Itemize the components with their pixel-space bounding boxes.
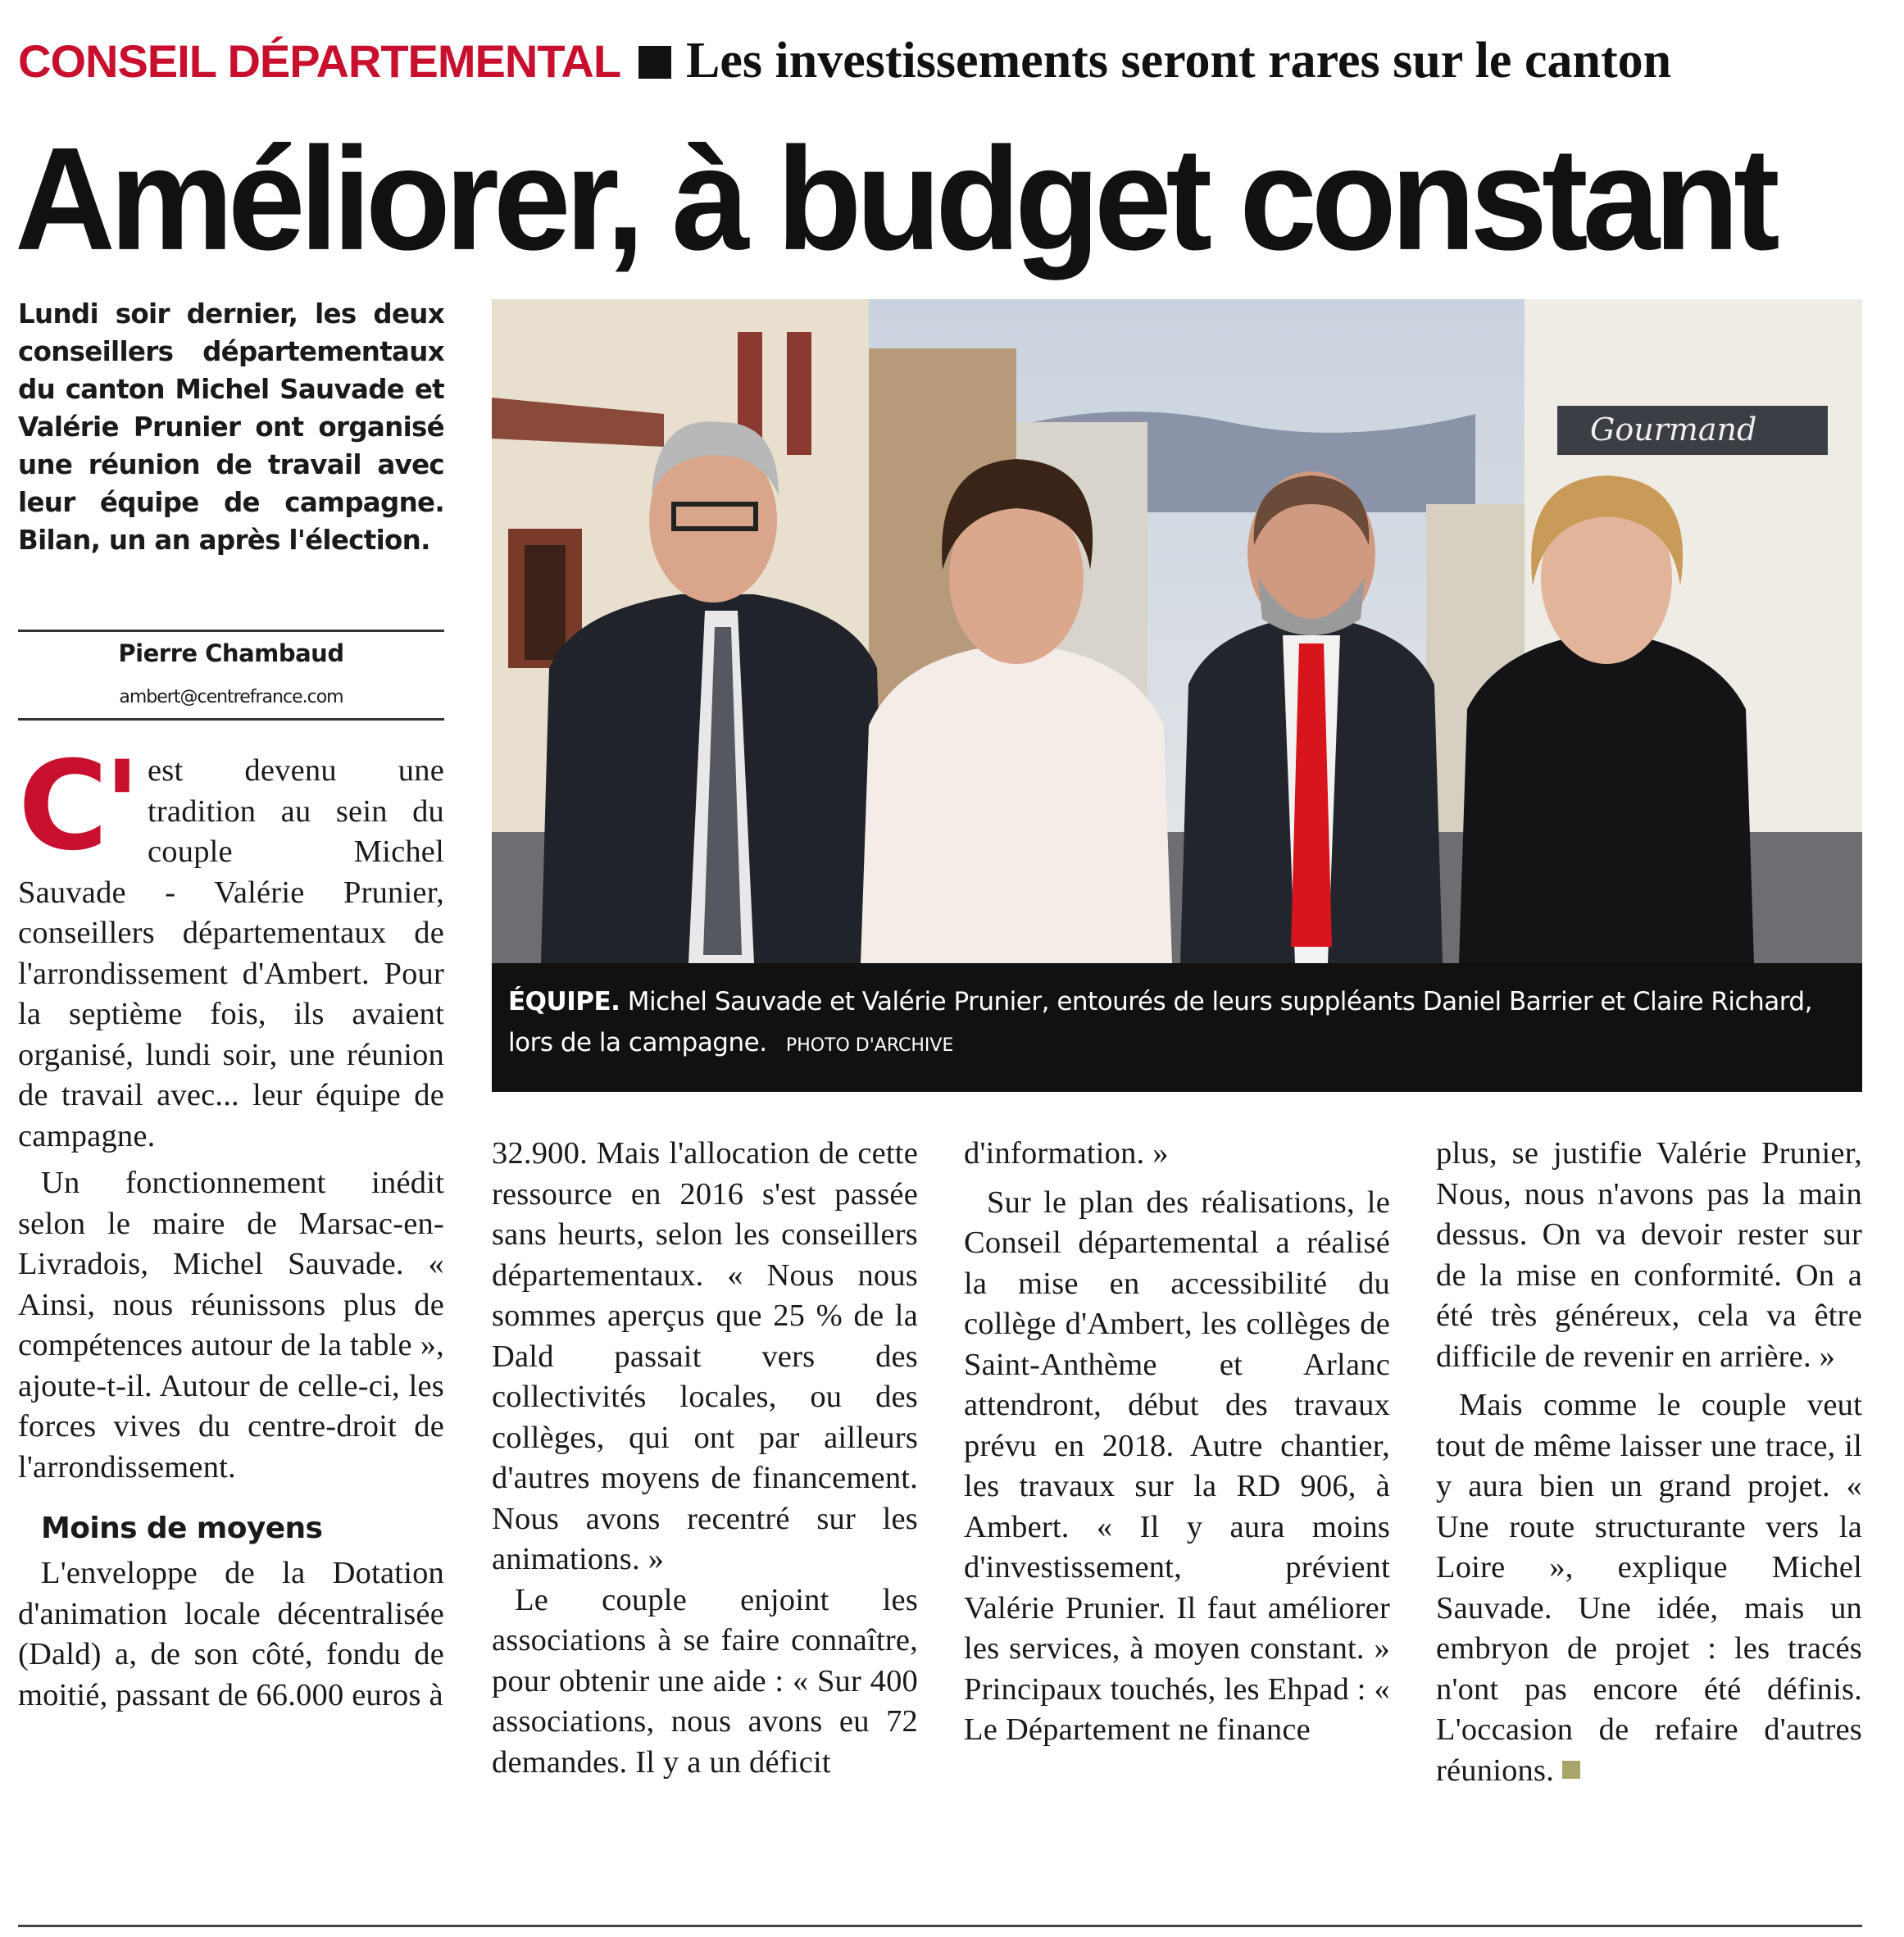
body-text: est devenu une tradition au sein du couple Michel Sauvade - Valérie Prunier, conseillers départementaux de l'arrondissement d'Ambert. Pour la septième fois, ils avaient organisé, lundi soir, une réunion de travail avec... leur équipe de campagne. (18, 753, 444, 1153)
photo-caption (508, 981, 1836, 1066)
body-paragraph: plus, se justifie Valérie Prunier, Nous, nous n'avons pas la main dessus. On va devoir rester sur de la mise en conformité. On a été très généreux, cela va être difficile de revenir en arrière. » (1436, 1136, 1862, 1374)
body-paragraph (18, 735, 444, 1157)
page-bottom-rule (18, 1925, 1862, 1927)
subheading: Moins de moyens (41, 1512, 323, 1545)
end-of-article-icon (1562, 1761, 1580, 1779)
photo-credit: PHOTO D'ARCHIVE (785, 1035, 954, 1056)
kicker-subtitle: Les investissements seront rares sur le canton (686, 33, 1672, 89)
article-column-4 (1436, 1134, 1862, 1791)
shop-sign-text: Gourmand (1590, 411, 1757, 448)
body-paragraph: Le couple enjoint les associations à se faire connaître, pour obtenir une aide : « Sur 400 associations, nous avons eu 72 demandes. Il y a un déficit (492, 1582, 918, 1780)
body-paragraph: L'enveloppe de la Dotation d'animation locale décentralisée (Dald) a, de son côté, fondu de moitié, passant de 66.000 euros à (18, 1556, 444, 1712)
byline-author: Pierre Chambaud (118, 639, 344, 667)
square-bullet-icon (638, 46, 671, 79)
article-column-2 (492, 1134, 918, 1783)
caption-lead: ÉQUIPE. (508, 987, 620, 1016)
byline-bottom-rule (18, 718, 444, 721)
article-photo (492, 299, 1862, 1092)
body-paragraph (1436, 1385, 1862, 1791)
article-column-1 (18, 735, 444, 1716)
body-text: Mais comme le couple veut tout de même laisser une trace, il y aura bien un grand projet. « Une route structurante vers la Loire », explique Michel Sauvade. Une idée, mais un embryon de projet : les tracés n'ont pas encore été définis. L'occasion de refaire d'autres réunions. (1436, 1388, 1862, 1788)
article-column-3 (964, 1134, 1390, 1751)
body-paragraph: Un fonctionnement inédit selon le maire de Marsac-en-Livradois, Michel Sauvade. « Ainsi, nous réunissons plus de compétences autour de la table », ajoute-t-il. Autour de celle-ci, les forces vives du centre-droit de l'arrondissement. (18, 1166, 444, 1485)
body-paragraph: Sur le plan des réalisations, le Conseil départemental a réalisé la mise en accessibilité du collège d'Ambert, les collèges de Saint-Anthème et Arlanc attendront, début des travaux prévu en 2018. Autre chantier, les travaux sur la RD 906, à Ambert. « Il y aura moins d'investissement, prévient Valérie Prunier. Il faut améliorer les services, à moyen constant. » Principaux touchés, les Ehpad : « Le Département ne finance (964, 1184, 1390, 1747)
body-paragraph: 32.900. Mais l'allocation de cette ressource en 2016 s'est passée sans heurts, selon les conseillers départementaux. « Nous nous sommes aperçus que 25 % de la Dald passait vers des collectivités locales, ou des collèges, qui ont par ailleurs d'autres moyens de financement. Nous avons recentré sur les animations. » (492, 1136, 918, 1576)
drop-cap: C' (18, 735, 137, 878)
byline-email: ambert@centrefrance.com (119, 687, 343, 707)
byline-top-rule (18, 630, 444, 632)
caption-text: Michel Sauvade et Valérie Prunier, entourés de leurs suppléants Daniel Barrier et Claire Richard, lors de la campagne. (508, 987, 1812, 1057)
kicker-line (18, 31, 1671, 103)
body-paragraph: d'information. » (964, 1136, 1169, 1171)
section-label: CONSEIL DÉPARTEMENTAL (18, 35, 621, 87)
lead-paragraph: Lundi soir dernier, les deux conseillers départementaux du canton Michel Sauvade et Valérie Prunier ont organisé une réunion de travail avec leur équipe de campagne. Bilan, un an après l'élection. (18, 298, 444, 556)
group-photo-illustration (492, 299, 1862, 1092)
headline: Améliorer, à budget constant (15, 117, 1774, 281)
